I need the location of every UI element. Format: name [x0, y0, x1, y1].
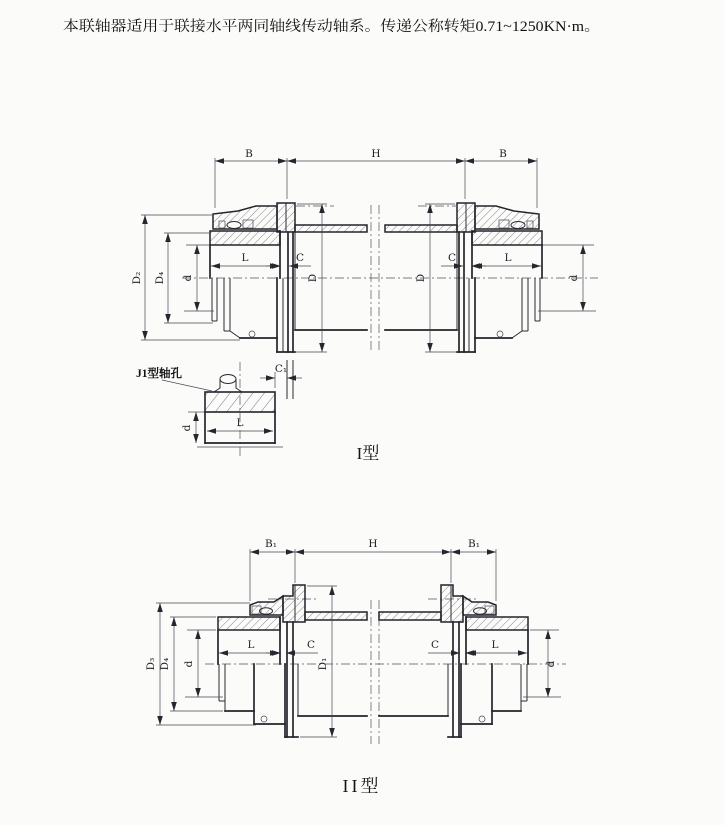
dim-label-l-right2: L [491, 639, 499, 651]
intro-text: 本联轴器适用于联接水平两同轴线传动轴系。传递公称转矩0.71~1250KN·m。 [63, 19, 554, 35]
dim-label-d4-2: D₄ [159, 657, 171, 671]
type2-right-section [379, 585, 528, 737]
type1-caption: I型 [356, 444, 380, 463]
dim-label-d3: D₃ [145, 657, 157, 671]
dim-label-D-right: D [415, 273, 427, 283]
dim-label-l-detail: L [236, 417, 244, 429]
locking-ball [227, 222, 241, 229]
type1-left-exterior [212, 232, 367, 352]
j1-bore-detail [136, 360, 302, 457]
dim-label-l-left2: L [247, 639, 255, 651]
dim-label-c1: C₁ [274, 363, 288, 375]
type2-dimensions [145, 538, 561, 737]
dim-label-d-right: d [568, 274, 580, 282]
dim-label-D-left: D [307, 273, 319, 283]
dim-label-l-left: L [241, 252, 249, 264]
dim-label-d4: D₄ [154, 271, 166, 285]
type1-figure [131, 148, 598, 352]
dim-label-b-right: B [499, 148, 507, 160]
dim-label-b1-left: B₁ [265, 538, 277, 550]
dim-label-d-left2: d [183, 660, 195, 668]
type2-caption: II型 [342, 776, 382, 796]
dim-label-d-left: d [182, 274, 194, 282]
dim-label-c-left2: C [306, 639, 316, 651]
sliding-sleeve-section [213, 206, 277, 229]
hub-section [210, 231, 280, 245]
type2-figure [145, 538, 566, 744]
type1-dimensions [131, 148, 596, 352]
sliding-sleeve-section [250, 596, 283, 615]
dim-label-b1-right: B₁ [468, 538, 480, 550]
spacer-tube-wall [305, 612, 367, 620]
j1-bore-label: J1型轴孔 [136, 368, 182, 380]
dim-label-l-right: L [504, 252, 512, 264]
hub-section [218, 617, 280, 630]
dim-label-c-left: C [295, 252, 305, 264]
dim-label-c-right2: C [430, 639, 440, 651]
dim-label-c-right: C [447, 252, 457, 264]
j1-hub-section [205, 392, 275, 412]
dim-label-h: H [371, 148, 381, 160]
dim-label-d-detail: d [181, 424, 193, 432]
dim-label-h2: H [368, 538, 378, 550]
spacer-tube-wall [295, 225, 367, 232]
dim-label-d2: D₂ [131, 271, 143, 285]
dim-label-d-right2: d [545, 660, 557, 668]
type1-right-exterior [385, 232, 540, 352]
type2-left-section [218, 585, 367, 737]
flange-disc-section [283, 585, 305, 622]
dim-label-d1: D₁ [317, 657, 329, 671]
dim-label-b-left: B [245, 148, 253, 160]
